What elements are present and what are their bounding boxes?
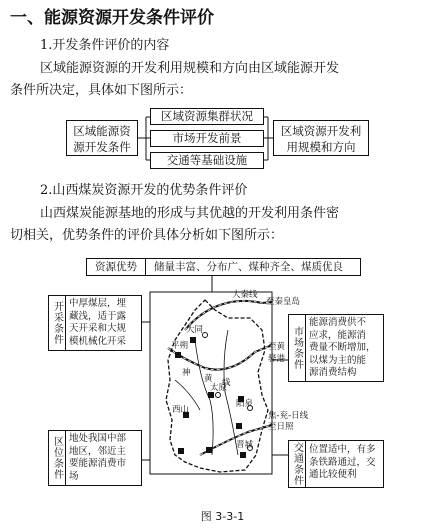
sub1-heading: 1.开发条件评价的内容	[40, 38, 170, 53]
mining-line: 藏浅，适于露	[69, 310, 127, 322]
flow-item-3: 交通等基础设施	[150, 152, 264, 169]
mining-text	[66, 296, 129, 350]
map-label-yangquan: 阳泉	[236, 399, 254, 409]
location-line: 要能源消费市	[69, 458, 127, 469]
map-label-taiyuan: 太原	[210, 383, 228, 393]
market-line: 费量不断增加，	[309, 342, 376, 353]
market-label: 市场条件	[289, 315, 306, 381]
sub1-para-line2: 条件所决定，具体如下图所示：	[10, 83, 193, 98]
map-label-shenhuang-to: 至黄	[268, 342, 286, 352]
mining-label: 开采条件	[49, 296, 66, 350]
sub2-para-line1: 山西煤炭能源基地的形成与其优越的开发利用条件密	[40, 206, 340, 221]
market-text	[306, 315, 379, 381]
resource-box	[86, 258, 361, 276]
location-line: 场	[69, 470, 79, 482]
sub2-heading: 2.山西煤炭资源开发的优势条件评价	[40, 183, 248, 198]
transport-text	[306, 441, 379, 487]
mining-line: 模机械化开采	[69, 335, 127, 347]
location-line: 地区，邻近主	[69, 445, 127, 457]
map-label-rizhao: 至日照	[268, 422, 294, 432]
map-label-jincheng: 晋城	[236, 440, 254, 450]
location-label: 区位条件	[49, 431, 66, 485]
flow-item-2: 市场开发前景	[150, 130, 264, 147]
map-label-xishan: 西山	[172, 405, 190, 415]
transport-line: 通比较便利	[309, 469, 357, 480]
map-label-huang: 黄	[204, 374, 213, 384]
transport-box	[288, 440, 384, 488]
location-text	[66, 431, 129, 485]
map-label-huanghua: 骅港	[268, 354, 286, 364]
market-line: 以煤为主的能	[309, 354, 367, 366]
transport-label: 交通条件	[289, 441, 306, 487]
flow-left-line1: 区域能源资	[73, 124, 131, 138]
mining-box	[48, 295, 142, 351]
market-line: 能源消费供不	[309, 317, 367, 328]
map-label-pingshuo: 平朔	[171, 341, 189, 351]
map-label-qinhuangdao: 至秦皇岛	[266, 297, 301, 307]
flow-right-line1: 区域资源开发利	[280, 124, 362, 138]
sub2-para-line2: 切相关，优势条件的评价具体分析如下图所示：	[10, 228, 284, 243]
mining-line: 中厚煤层，埋	[69, 298, 127, 309]
transport-line: 位置适中，有多	[309, 444, 376, 455]
section-title: 一、能源资源开发条件评价	[10, 8, 214, 28]
map-label-daqin: 大秦线	[232, 290, 258, 300]
market-box	[288, 314, 384, 382]
map-label-shen: 神	[182, 368, 191, 378]
transport-line: 条铁路通过，交	[309, 456, 376, 468]
resource-text: 储量丰富、分布广、煤种齐全、煤质优良	[154, 260, 343, 273]
flow-right-line2: 用规模和方向	[286, 140, 356, 154]
mining-line: 天开采和大规	[69, 323, 127, 334]
map-label-datong: 大同	[186, 325, 204, 335]
market-line: 源消费结构	[309, 367, 357, 378]
flow-left-line2: 源开发条件	[73, 140, 131, 154]
map-label-xian: 线	[222, 378, 231, 388]
location-box	[48, 430, 142, 486]
resource-label: 资源优势	[87, 259, 146, 275]
sub1-para-line1: 区域能源资源的开发利用规模和方向由区域能源开发	[40, 61, 340, 76]
location-line: 地处我国中部	[69, 433, 127, 444]
flow-item-1: 区域资源集群状况	[150, 108, 264, 125]
market-line: 应求，能源消	[309, 329, 367, 341]
map-label-jiaoyanri: 焦-兖-日线	[268, 411, 309, 421]
figure-caption: 图 3-3-1	[200, 510, 245, 523]
